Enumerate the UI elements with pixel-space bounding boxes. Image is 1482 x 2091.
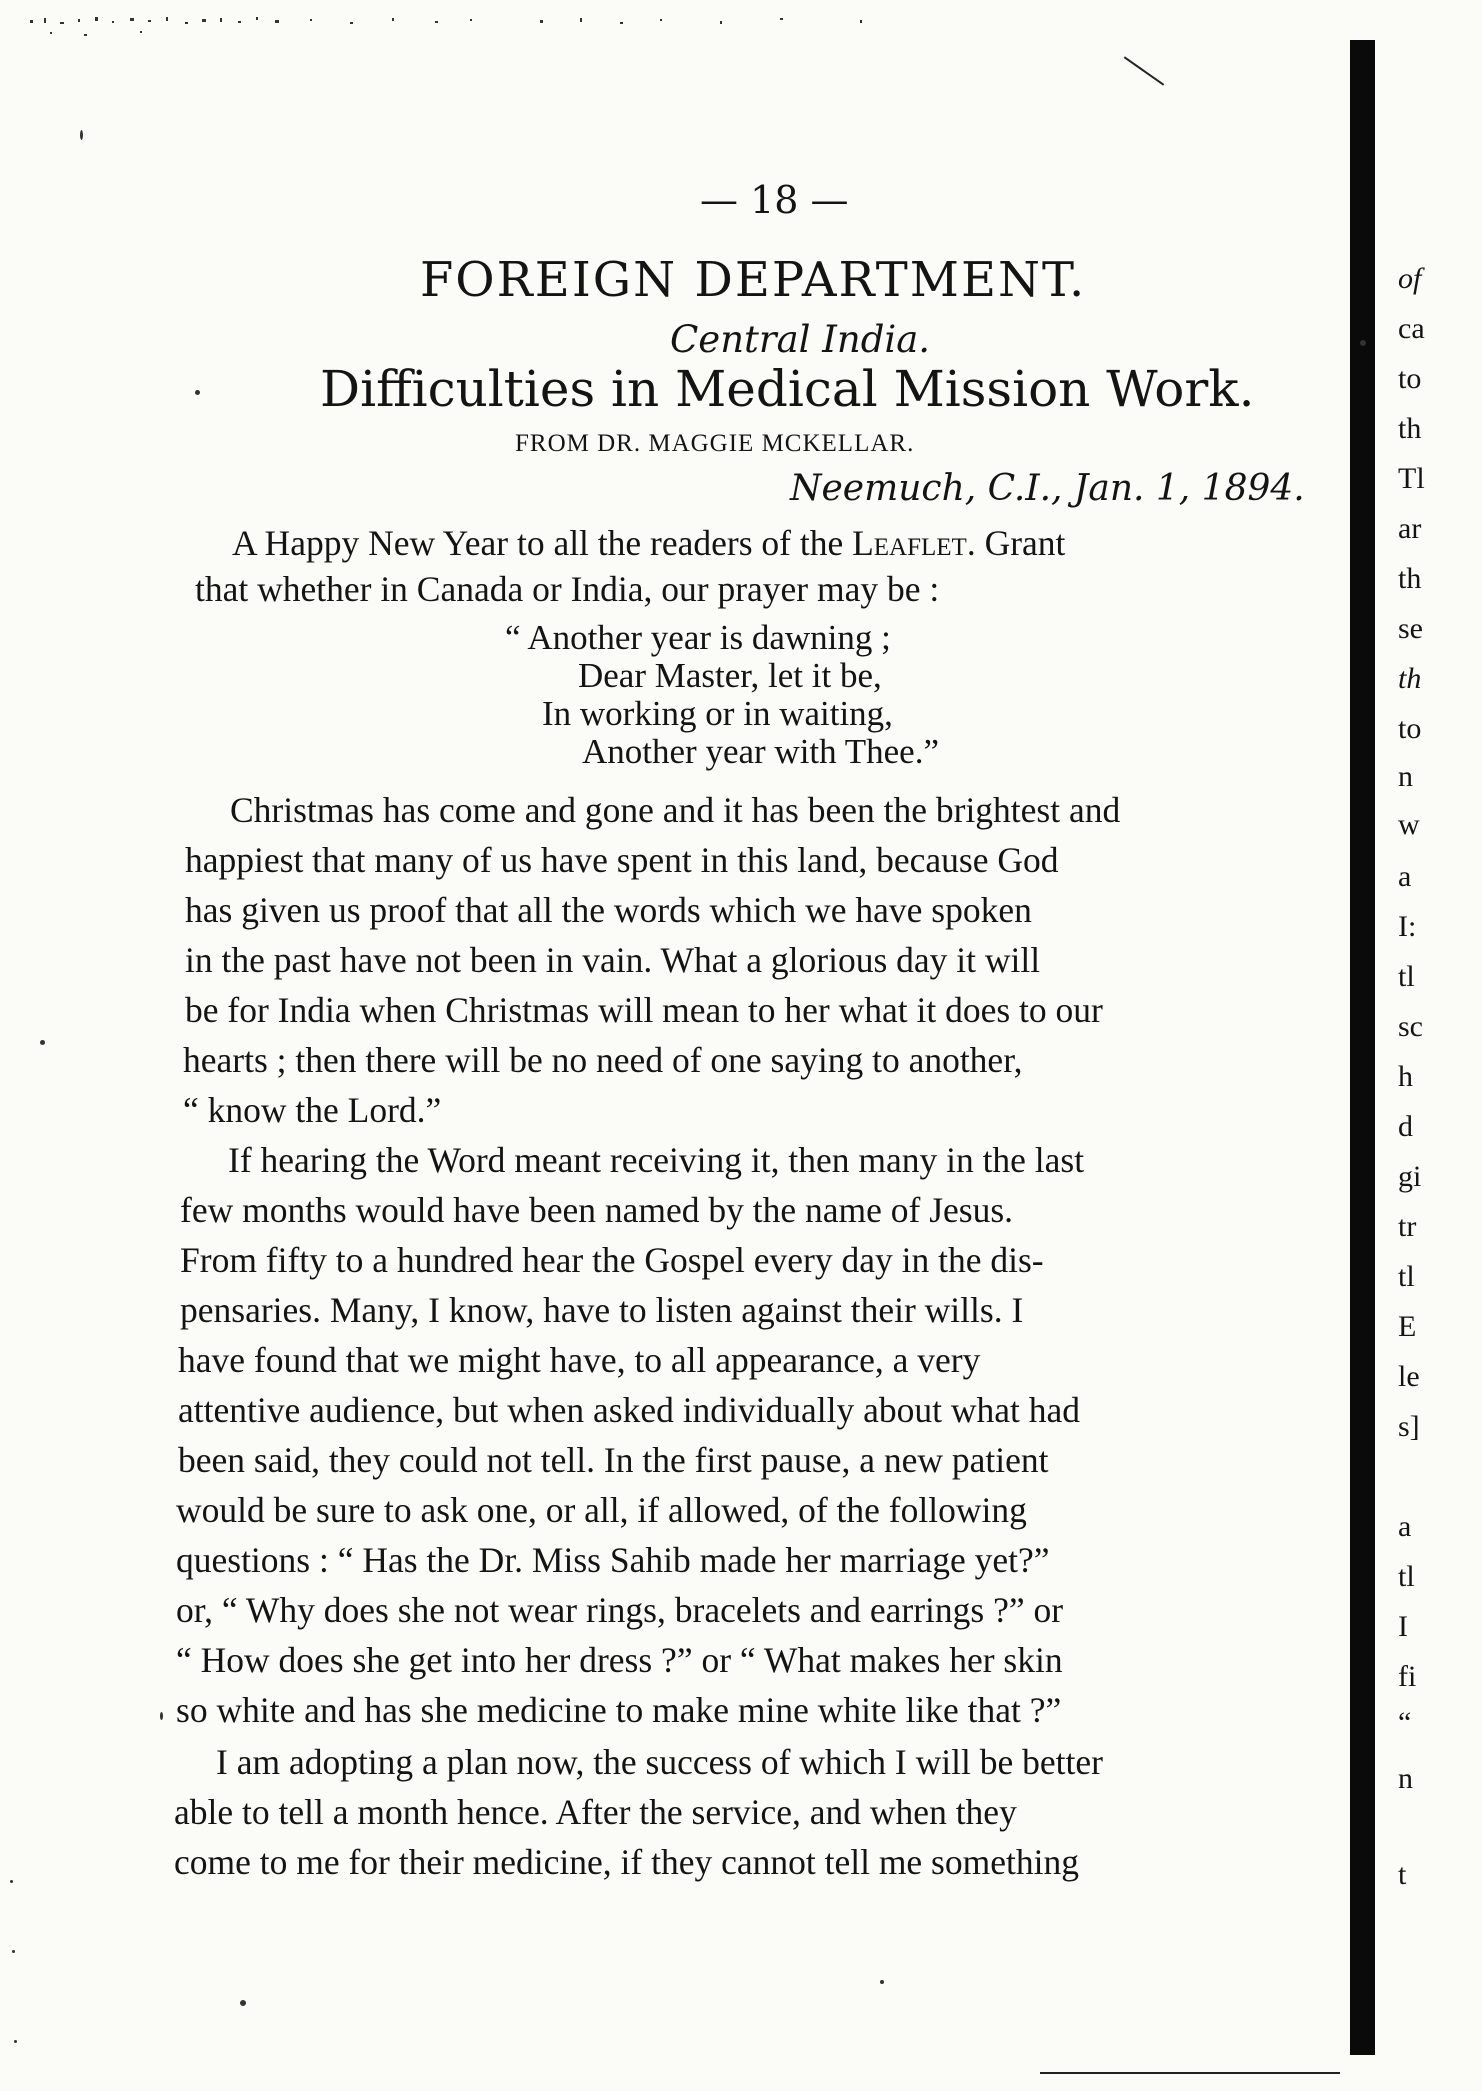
ink-speck (10, 1880, 13, 1883)
poem-line-4: Another year with Thee.” (582, 732, 939, 771)
paragraph-3-line-12: so white and has she medicine to make mine white like that ?” (176, 1690, 1062, 1730)
ink-speck (240, 2000, 246, 2006)
paragraph-4-line-3: come to me for their medicine, if they cannot tell me something (174, 1842, 1079, 1882)
fragment-text: th (1398, 662, 1422, 695)
fragment-text: sc (1398, 1010, 1423, 1043)
paragraph-3-line-4: pensaries. Many, I know, have to listen against their wills. I (180, 1290, 1024, 1330)
paragraph-2-line-3: has given us proof that all the words which we have spoken (185, 890, 1032, 930)
fragment-text: tl (1398, 1260, 1415, 1293)
ink-speck (1360, 340, 1366, 346)
fragment-text: I: (1398, 910, 1417, 943)
fragment-text: th (1398, 562, 1422, 595)
paragraph-3-line-6: attentive audience, but when asked individually about what had (178, 1390, 1081, 1430)
article-title: Difficulties in Medical Mission Work. (320, 360, 1255, 418)
paragraph-2-line-7: “ know the Lord.” (183, 1090, 442, 1130)
department-title: FOREIGN DEPARTMENT. (420, 252, 1087, 308)
fragment-text: to (1398, 362, 1422, 395)
ink-speck (14, 2040, 17, 2043)
paragraph-3-line-9: questions : “ Has the Dr. Miss Sahib made her marriage yet?” (176, 1540, 1050, 1580)
fragment-text: n (1398, 1762, 1413, 1795)
fragment-text: fi (1398, 1660, 1417, 1693)
paragraph-3-line-8: would be sure to ask one, or all, if allowed, of the following (176, 1490, 1027, 1530)
fragment-text: le (1398, 1360, 1420, 1393)
ink-speck (80, 130, 83, 140)
ink-speck (40, 1040, 45, 1045)
ink-speck (160, 1712, 163, 1720)
fragment-text: “ (1398, 1706, 1412, 1739)
paragraph-2-line-1: Christmas has come and gone and it has been the brightest and (230, 790, 1121, 830)
paragraph-4-line-2: able to tell a month hence. After the service, and when they (174, 1792, 1017, 1832)
poem-line-2: Dear Master, let it be, (578, 656, 882, 695)
byline: FROM DR. MAGGIE MCKELLAR. (515, 430, 915, 457)
paragraph-2-line-2: happiest that many of us have spent in this land, because God (185, 840, 1059, 880)
fragment-text: se (1398, 612, 1423, 645)
fragment-text: gi (1398, 1160, 1422, 1193)
fragment-text: tl (1398, 960, 1415, 993)
fragment-text: w (1398, 808, 1420, 841)
page-number: — 18 — (700, 178, 849, 222)
fragment-text: tr (1398, 1210, 1417, 1243)
paragraph-1-text: A Happy New Year to all the readers of the (232, 523, 844, 563)
adjacent-page-fragments (1398, 0, 1482, 2091)
fragment-text: t (1398, 1858, 1407, 1891)
paragraph-1-line-1 (232, 522, 1065, 564)
fragment-text: th (1398, 412, 1422, 445)
poem-line-3: In working or in waiting, (542, 694, 893, 733)
ink-speck (12, 1950, 15, 1953)
dateline: Neemuch, C.I., Jan. 1, 1894. (790, 468, 1305, 509)
scan-noise-top-edge (20, 14, 900, 40)
paragraph-3-line-11: “ How does she get into her dress ?” or “ What makes her skin (176, 1640, 1063, 1680)
publication-name: Leaflet. (852, 523, 976, 563)
fragment-text: ca (1398, 312, 1425, 345)
scan-mark (1124, 56, 1164, 85)
fragment-text: d (1398, 1110, 1413, 1143)
fragment-text: a (1398, 1510, 1412, 1543)
fragment-text: tl (1398, 1560, 1415, 1593)
paragraph-3-line-10: or, “ Why does she not wear rings, bracelets and earrings ?” or (176, 1590, 1064, 1630)
region-heading: Central India. (670, 318, 931, 361)
paragraph-3-line-1: If hearing the Word meant receiving it, then many in the last (228, 1140, 1085, 1180)
fragment-text: E (1398, 1310, 1417, 1343)
paragraph-3-line-7: been said, they could not tell. In the first pause, a new patient (178, 1440, 1049, 1480)
fragment-text: h (1398, 1060, 1413, 1093)
fragment-text: n (1398, 760, 1413, 793)
bottom-edge-rule (1040, 2072, 1340, 2074)
paragraph-2-line-6: hearts ; then there will be no need of one saying to another, (183, 1040, 1023, 1080)
poem-line-1: “ Another year is dawning ; (505, 618, 891, 657)
paragraph-1-line-2: that whether in Canada or India, our prayer may be : (195, 569, 940, 609)
paragraph-4-line-1: I am adopting a plan now, the success of which I will be better (216, 1742, 1103, 1782)
paragraph-2-line-4: in the past have not been in vain. What a glorious day it will (185, 940, 1041, 980)
fragment-text: s] (1398, 1410, 1420, 1443)
fragment-text: ar (1398, 512, 1422, 545)
paragraph-3-line-3: From fifty to a hundred hear the Gospel every day in the dis- (180, 1240, 1044, 1280)
fragment-text: Tl (1398, 462, 1425, 495)
fragment-text: of (1398, 262, 1422, 295)
paragraph-2-line-5: be for India when Christmas will mean to her what it does to our (185, 990, 1103, 1030)
fragment-text: to (1398, 712, 1422, 745)
fragment-text: a (1398, 860, 1412, 893)
paragraph-1-line-end: Grant (984, 523, 1066, 563)
paragraph-3-line-5: have found that we might have, to all appearance, a very (178, 1340, 981, 1380)
fragment-text: I (1398, 1610, 1408, 1643)
ink-speck (195, 390, 200, 395)
paragraph-3-line-2: few months would have been named by the name of Jesus. (180, 1190, 1014, 1230)
ink-speck (880, 1980, 884, 1984)
